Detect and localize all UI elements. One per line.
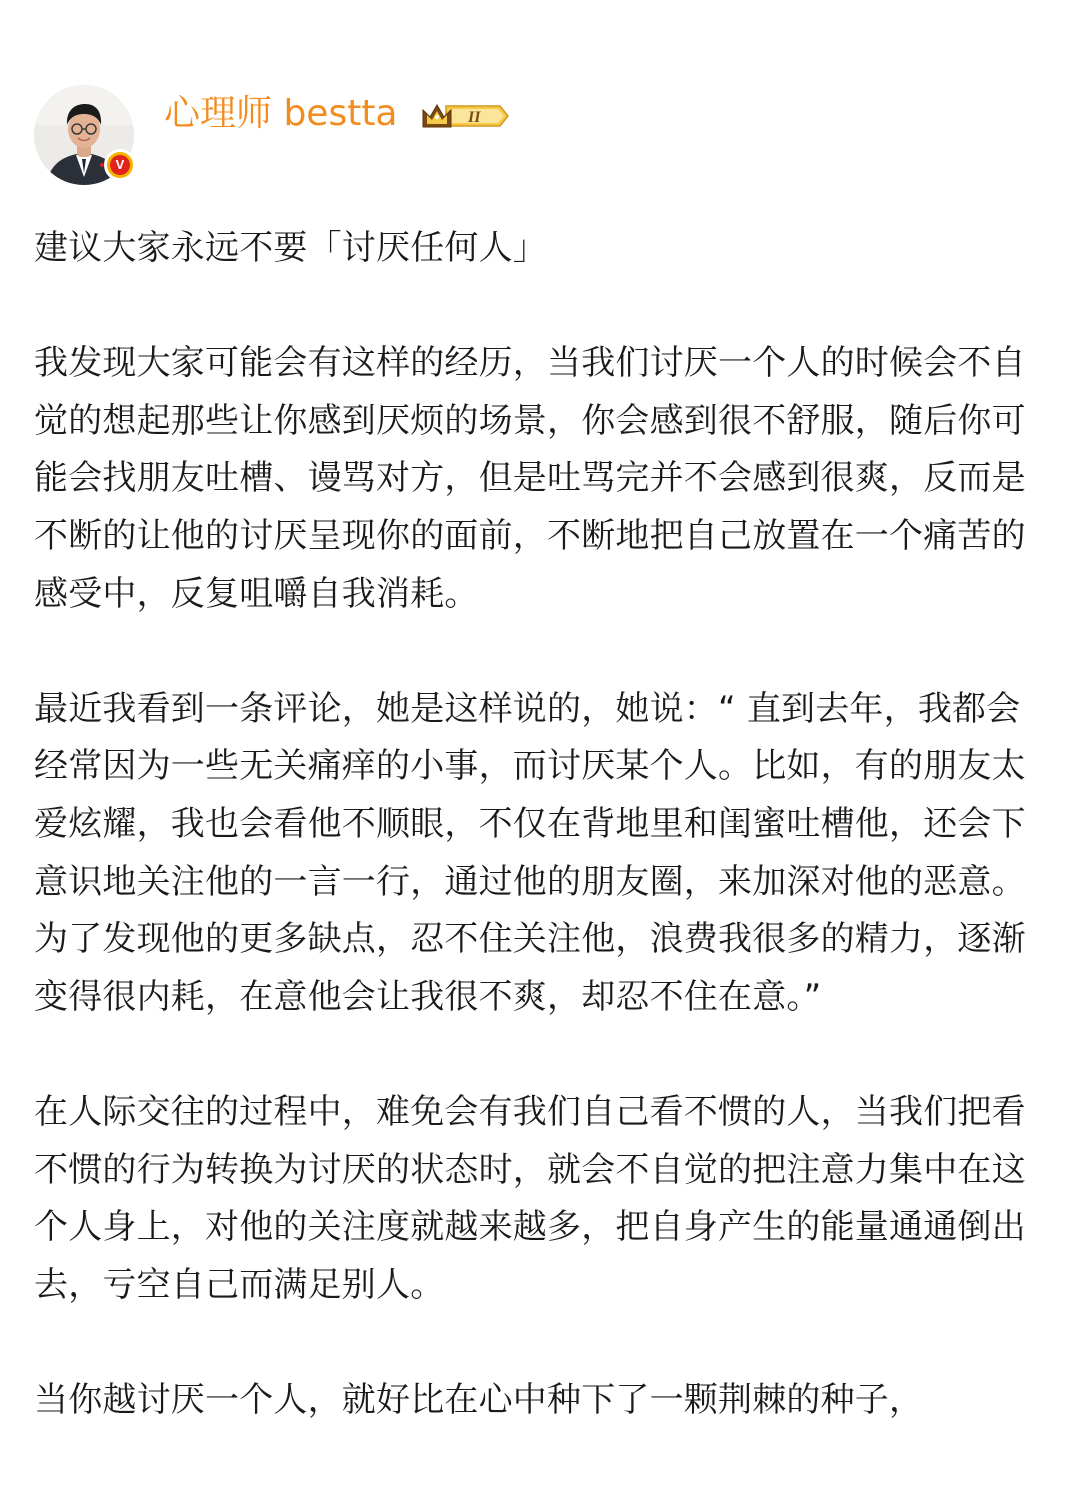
post-paragraph: 最近我看到一条评论，她是这样说的，她说：“ 直到去年，我都会经常因为一些无关痛痒的小事，而讨厌某个人。比如，有的朋友太爱炫耀，我也会看他不顺眼，不仅在背地里和闺蜜吐槽他，还会下意识地关注他的一言一行，通过他的朋友圈，来加深对他的恶意。为了发现他的更多缺点，忍不住关注他，浪费我很多的精力，逐渐变得很内耗，在意他会让我很不爽，却忍不住在意。” bbox=[34, 688, 1026, 1017]
post-body bbox=[34, 220, 1034, 1487]
post-paragraph: 在人际交往的过程中，难免会有我们自己看不惯的人，当我们把看不惯的行为转换为讨厌的状态时，就会不自觉的把注意力集中在这个人身上，对他的关注度就越来越多，把自身产生的能量通通倒出去，亏空自己而满足别人。 bbox=[34, 1091, 1026, 1305]
author-name[interactable]: 心理师 bestta bbox=[164, 93, 398, 134]
post-title: 建议大家永远不要「讨厌任何人」 bbox=[34, 228, 547, 268]
verified-v-icon: V bbox=[110, 155, 130, 175]
avatar-container[interactable] bbox=[34, 85, 134, 185]
post-paragraph: 我发现大家可能会有这样的经历，当我们讨厌一个人的时候会不自觉的想起那些让你感到厌烦的场景，你会感到很不舒服，随后你可能会找朋友吐槽、谩骂对方，但是吐骂完并不会感到很爽，反而是不断的让他的讨厌呈现你的面前，不断地把自己放置在一个痛苦的感受中，反复咀嚼自我消耗。 bbox=[34, 343, 1026, 614]
level-text: II bbox=[468, 109, 481, 126]
post-paragraph: 当你越讨厌一个人，就好比在心中种下了一颗荆棘的种子， bbox=[34, 1379, 924, 1420]
crown-level-icon[interactable] bbox=[420, 99, 512, 133]
post-header bbox=[34, 85, 1044, 185]
verified-badge bbox=[104, 149, 136, 181]
